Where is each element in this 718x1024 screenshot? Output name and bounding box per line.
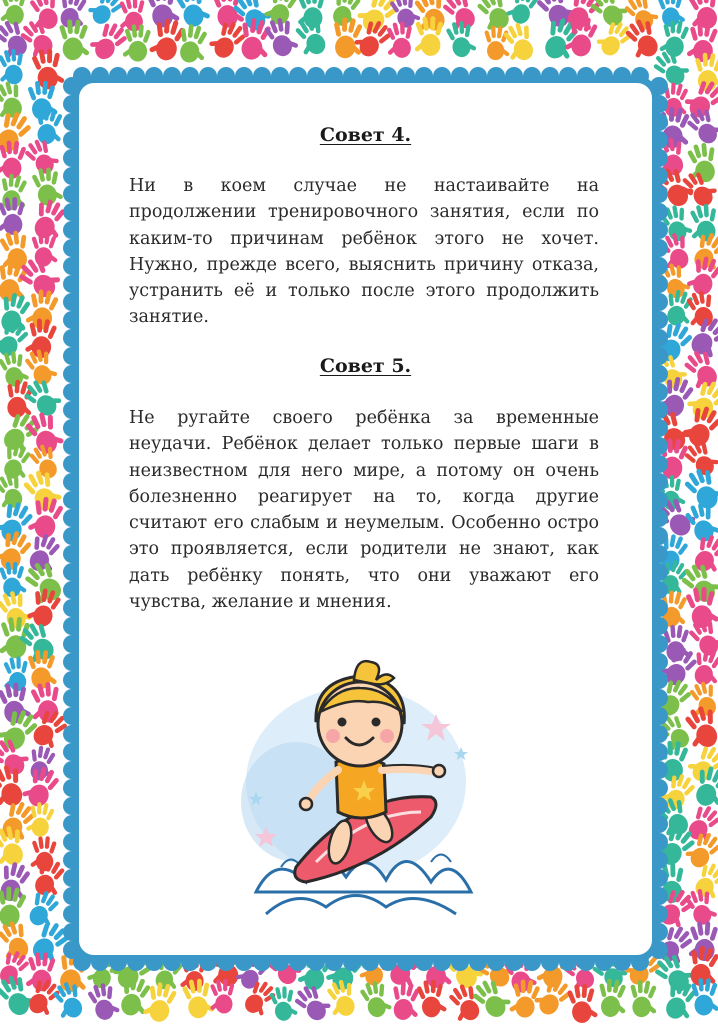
handprint-icon (657, 589, 691, 629)
handprint-icon (25, 0, 64, 33)
handprint-icon (262, 15, 301, 60)
handprint-icon (22, 346, 60, 388)
tip-5-text: Не ругайте своего ребёнка за временные неудачи. Ребёнок делает только первые шаги в неизвестном для него мире, а потому он очень болезненно реагирует на то, когда другие считают его слабым и неумелым. Особенно остро это проявляется, если родители не знают, как дать ребёнку понять, что они уважают его чувства, желание и мнения. (129, 408, 599, 613)
handprint-icon (656, 230, 695, 274)
tip-4-heading (72, 124, 659, 146)
handprint-icon (0, 0, 29, 26)
handprint-icon (24, 288, 60, 331)
handprint-icon (86, 981, 122, 1023)
handprint-icon (627, 979, 660, 1019)
tip-4-text: Ни в коем случае не настаивайте на продолжении тренировочного занятия, если по каким-то причинам ребёнок этого не хочет. Нужно, прежде всего, выяснить причину отказа, устранить её и только после этого продолжить занятие. (129, 176, 599, 328)
handprint-icon (268, 985, 299, 1022)
handprint-icon (388, 980, 424, 1022)
handprint-icon (416, 979, 448, 1019)
handprint-icon (504, 0, 541, 27)
handprint-icon (174, 22, 212, 66)
handprint-icon (290, 980, 334, 1024)
handprint-icon (654, 373, 696, 421)
handprint-icon (0, 859, 35, 906)
handprint-icon (655, 557, 694, 599)
handprint-icon (445, 19, 478, 59)
handprint-icon (683, 103, 718, 149)
handprint-icon (566, 983, 598, 1023)
handprint-icon (31, 166, 65, 207)
tip-5-title: Совет 5. (319, 355, 412, 377)
handprint-icon (383, 20, 416, 60)
tip-4-title: Совет 4. (319, 124, 412, 146)
handprint-icon (483, 25, 512, 61)
handprint-icon (0, 761, 30, 811)
handprint-icon (322, 977, 361, 1021)
tip-5-heading (72, 355, 659, 377)
girl-on-surfboard-illustration (236, 652, 486, 932)
handprint-icon (290, 14, 332, 60)
handprint-icon (530, 973, 575, 1020)
handprint-icon (358, 978, 394, 1020)
handprint-icon (593, 16, 636, 61)
